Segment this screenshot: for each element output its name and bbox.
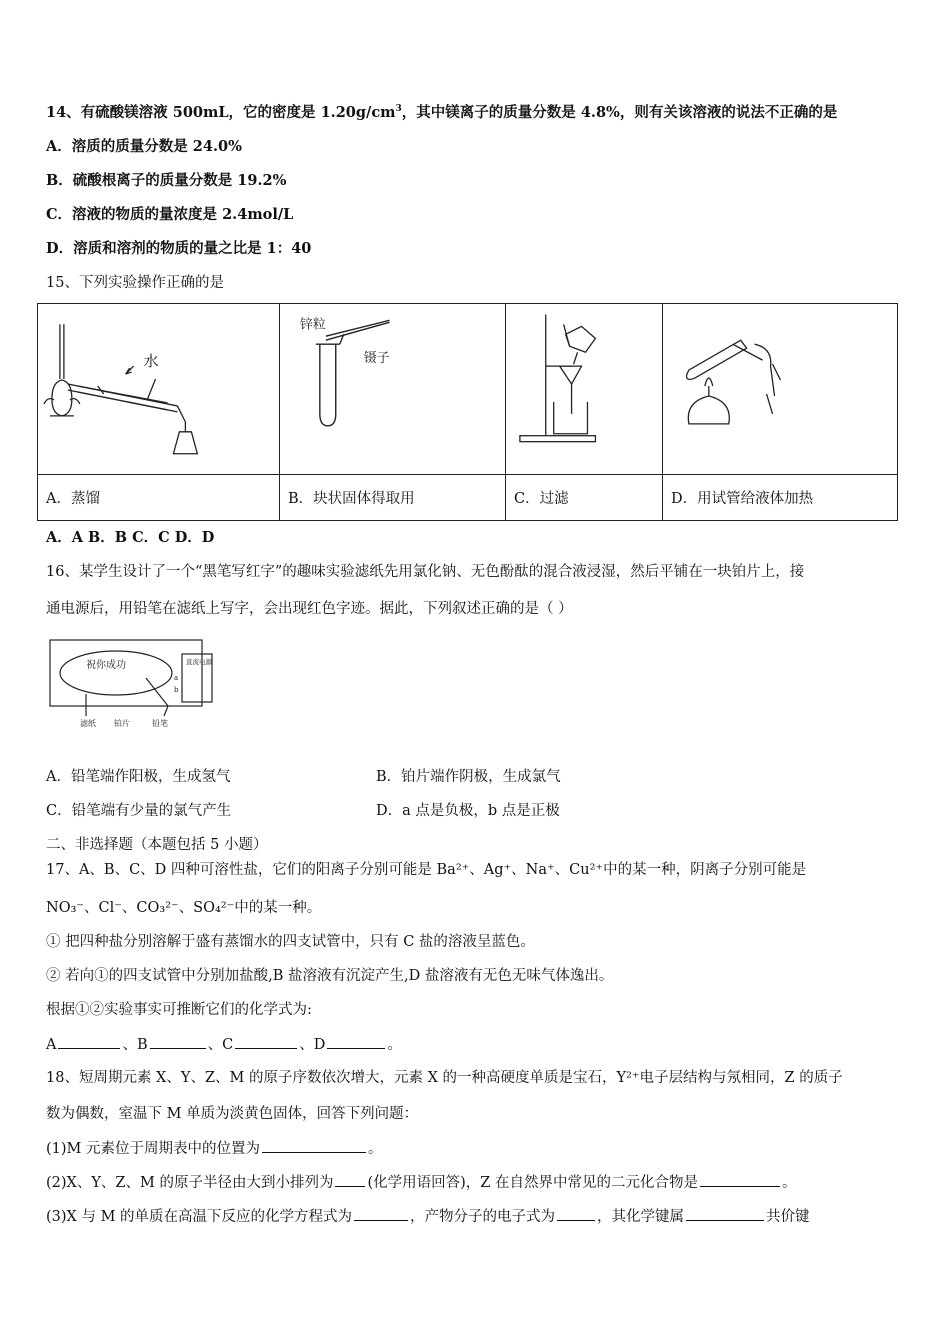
q16-option-d: D．a 点是负极，b 点是正极 (376, 803, 560, 819)
q17-line2: NO₃⁻、Cl⁻、CO₃²⁻、SO₄²⁻中的某一种。 (46, 900, 322, 916)
q17-blank-c[interactable] (235, 1034, 297, 1049)
point-b-label: b (174, 686, 179, 694)
q14-option-a: A．溶质的质量分数是 24.0% (46, 138, 242, 155)
q15-label-a: A．蒸馏 (38, 475, 280, 521)
q18-blank-2b[interactable] (700, 1172, 780, 1187)
q15-label-c: C．过滤 (506, 475, 663, 521)
q15-cell-distillation-figure (38, 304, 280, 475)
q18-blank-3c[interactable] (686, 1206, 764, 1221)
q18-line1: 18、短周期元素 X、Y、Z、M 的原子序数依次增大，元素 X 的一种高硬度单质是宝石，Y²⁺电子层结构与氖相同，Z 的质子 (46, 1070, 843, 1086)
q17-line1: 17、A、B、C、D 四种可溶性盐，它们的阳离子分别可能是 Ba²⁺、Ag⁺、Na⁺、Cu²⁺中的某一种，阴离子分别可能是 (46, 862, 807, 878)
q18-blank-1[interactable] (262, 1138, 366, 1153)
q16-option-a: A．铅笔端作阳极，生成氢气 (46, 769, 231, 785)
q18-blank-3b[interactable] (557, 1206, 595, 1221)
section-heading: 二、非选择题（本题包括 5 小题） (46, 837, 268, 853)
q14-stem: 14、有硫酸镁溶液 500mL，它的密度是 $1.20g/cm^3$，其中镁离子的质量分数是 4.8%，则有关该溶液的说法不正确的是 (46, 104, 838, 121)
test-tube-heating-figure (663, 304, 897, 474)
paper-text: 祝你成功 (86, 660, 126, 671)
q17-line5: 根据①②实验事实可推断它们的化学式为: (46, 1002, 312, 1018)
q16-stem-line2: 通电源后，用铅笔在滤纸上写字，会出现红色字迹。据此，下列叙述正确的是（ ） (46, 601, 573, 617)
q15-label-b: B．块状固体得取用 (280, 475, 506, 521)
q14-option-b: B．硫酸根离子的质量分数是 19.2% (46, 172, 287, 189)
q18-blank-2a[interactable] (335, 1172, 365, 1187)
q17-blank-d[interactable] (327, 1034, 385, 1049)
platinum-label: 铂片 (114, 719, 130, 728)
q15-answer-options: A．A B．B C．C D．D (46, 529, 215, 546)
q16-option-c: C．铅笔端有少量的氯气产生 (46, 803, 232, 819)
q17-blank-a[interactable] (58, 1034, 120, 1049)
q17-line4: ② 若向①的四支试管中分别加盐酸,B 盐溶液有沉淀产生,D 盐溶液有无色无味气体逸出。 (46, 968, 614, 984)
q15-cell-filtration-figure (506, 304, 663, 475)
q15-cell-solid-taking-figure (280, 304, 506, 475)
power-label: 直流电源 (186, 658, 212, 666)
q16-stem-line1: 16、某学生设计了一个“黑笔写红字”的趣味实验滤纸先用氯化钠、无色酚酞的混合液浸湿，然后平铺在一块铂片上，接 (46, 564, 805, 580)
pencil-label: 铅笔 (152, 719, 168, 728)
electrolysis-circuit-figure (46, 636, 216, 728)
q15-cell-heating-figure (663, 304, 898, 475)
tweezers-label: 镊子 (363, 351, 390, 367)
q18-blank-3a[interactable] (354, 1206, 408, 1221)
filter-paper-label: 滤纸 (80, 719, 96, 728)
distillation-apparatus-figure (38, 304, 279, 474)
q18-part2: (2)X、Y、Z、M 的原子半径由大到小排列为 (化学用语回答)，Z 在自然界中常见的二元化合物是 。 (46, 1172, 910, 1193)
q18-line2: 数为偶数，室温下 M 单质为淡黄色固体，回答下列问题： (46, 1106, 419, 1122)
filtration-apparatus-figure (506, 304, 662, 474)
q15-stem: 15、下列实验操作正确的是 (46, 275, 224, 291)
q15-label-d: D．用试管给液体加热 (663, 475, 898, 521)
q14-option-c: C．溶液的物质的量浓度是 2.4mol/L (46, 206, 294, 223)
q17-answer-line: A 、B 、C 、D 。 (46, 1034, 910, 1055)
point-a-label: a (174, 674, 179, 682)
zinc-tweezers-figure (280, 304, 505, 474)
water-label: 水 (143, 352, 159, 371)
q18-part1: (1)M 元素位于周期表中的位置为 。 (46, 1138, 910, 1159)
zinc-label: 锌粒 (299, 317, 326, 333)
q17-blank-b[interactable] (150, 1034, 206, 1049)
q16-option-b: B．铂片端作阴极，生成氯气 (376, 769, 561, 785)
q18-part3: (3)X 与 M 的单质在高温下反应的化学方程式为 ，产物分子的电子式为 ，其化学键属 共价键 (46, 1206, 910, 1227)
q17-line3: ① 把四种盐分别溶解于盛有蒸馏水的四支试管中，只有 C 盐的溶液呈蓝色。 (46, 934, 535, 950)
q14-option-d: D．溶质和溶剂的物质的量之比是 1：40 (46, 240, 312, 257)
q15-apparatus-table (37, 303, 898, 521)
